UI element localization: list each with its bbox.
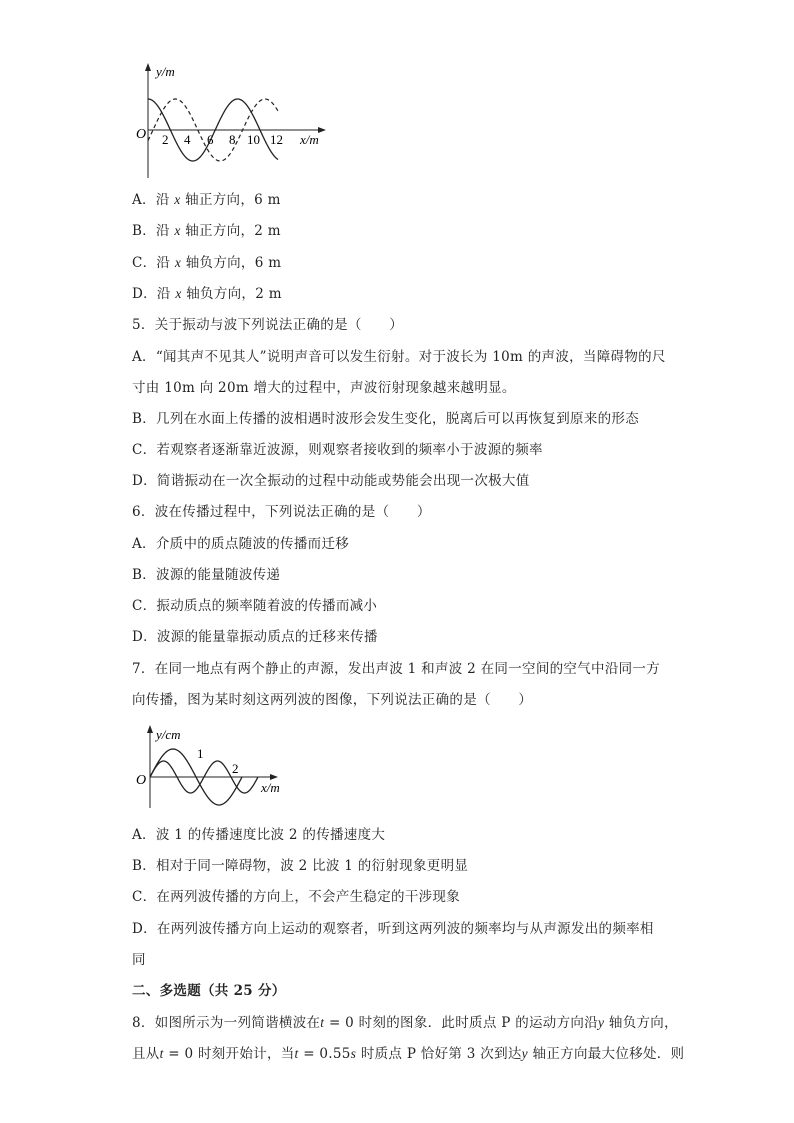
tick-label-2: 2 (162, 132, 169, 147)
y-axis-label-1: y/m (156, 64, 175, 79)
section-heading-multiple-choice: 二、多选题（共 25 分） (132, 983, 286, 999)
q7-option-d-line1: D．在两列波传播方向上运动的观察者，听到这两列波的频率均与从声源发出的频率相 (132, 921, 654, 937)
origin-label-1: O (136, 127, 147, 142)
q6-option-d: D．波源的能量靠振动质点的迁移来传播 (132, 629, 378, 645)
origin-label-2: O (136, 773, 147, 788)
q8-line2: 且从t = 0 时刻开始计，当t = 0.55s 时质点 P 恰好第 3 次到达y 轴正方向最大位移处．则 (132, 1046, 685, 1062)
q4-option-d: D．沿 x 轴负方向，2 m (132, 286, 282, 302)
wave-figure-2 (130, 722, 295, 810)
q7-option-b: B．相对于同一障碍物，波 2 比波 1 的衍射现象更明显 (132, 858, 469, 874)
x-axis-label-2: x/m (261, 780, 280, 795)
q5-option-d: D．简谐振动在一次全振动的过程中动能或势能会出现一次极大值 (132, 473, 530, 489)
tick-label-6: 6 (207, 132, 214, 147)
q6-option-b: B．波源的能量随波传递 (132, 567, 281, 583)
q4-option-c: C．沿 x 轴负方向，6 m (132, 255, 282, 271)
x-axis-label-1: x/m (300, 132, 319, 147)
q5-option-c: C．若观察者逐渐靠近波源，则观察者接收到的频率小于波源的频率 (132, 442, 543, 458)
wave-1-label: 1 (197, 746, 204, 761)
q5-option-a-line1: A．“闻其声不见其人”说明声音可以发生衍射。对于波长为 10m 的声波，当障碍物的尺 (132, 349, 666, 365)
q6-option-a: A．介质中的质点随波的传播而迁移 (132, 536, 350, 552)
q7-stem-line2: 向传播，图为某时刻这两列波的图像，下列说法正确的是（ ） (132, 692, 533, 708)
q7-option-a: A．波 1 的传播速度比波 2 的传播速度大 (132, 827, 386, 843)
q6-option-c: C．振动质点的频率随着波的传播而减小 (132, 598, 378, 614)
q7-option-c: C．在两列波传播的方向上，不会产生稳定的干涉现象 (132, 889, 461, 905)
wave-2-label: 2 (232, 761, 239, 776)
q5-option-b: B．几列在水面上传播的波相遇时波形会发生变化，脱离后可以再恢复到原来的形态 (132, 411, 640, 427)
tick-label-12: 12 (270, 132, 283, 147)
tick-label-8: 8 (229, 132, 236, 147)
q7-stem-line1: 7．在同一地点有两个静止的声源，发出声波 1 和声波 2 在同一空间的空气中沿同一方 (132, 661, 661, 677)
q4-option-a: A．沿 x 轴正方向，6 m (132, 192, 281, 208)
y-axis-label-2: y/cm (156, 727, 181, 742)
wave-figure-1 (128, 60, 333, 180)
tick-label-10: 10 (247, 132, 260, 147)
q5-stem: 5．关于振动与波下列说法正确的是（ ） (132, 317, 404, 333)
tick-label-4: 4 (184, 132, 191, 147)
q7-option-d-line2: 同 (132, 952, 146, 968)
q5-option-a-line2: 寸由 10m 向 20m 增大的过程中，声波衍射现象越来越明显。 (132, 380, 516, 396)
q8-line1: 8．如图所示为一列简谐横波在t = 0 时刻的图象．此时质点 P 的运动方向沿y 轴负方向， (132, 1015, 678, 1031)
q6-stem: 6．波在传播过程中，下列说法正确的是（ ） (132, 504, 431, 520)
q4-option-b: B．沿 x 轴正方向，2 m (132, 223, 281, 239)
